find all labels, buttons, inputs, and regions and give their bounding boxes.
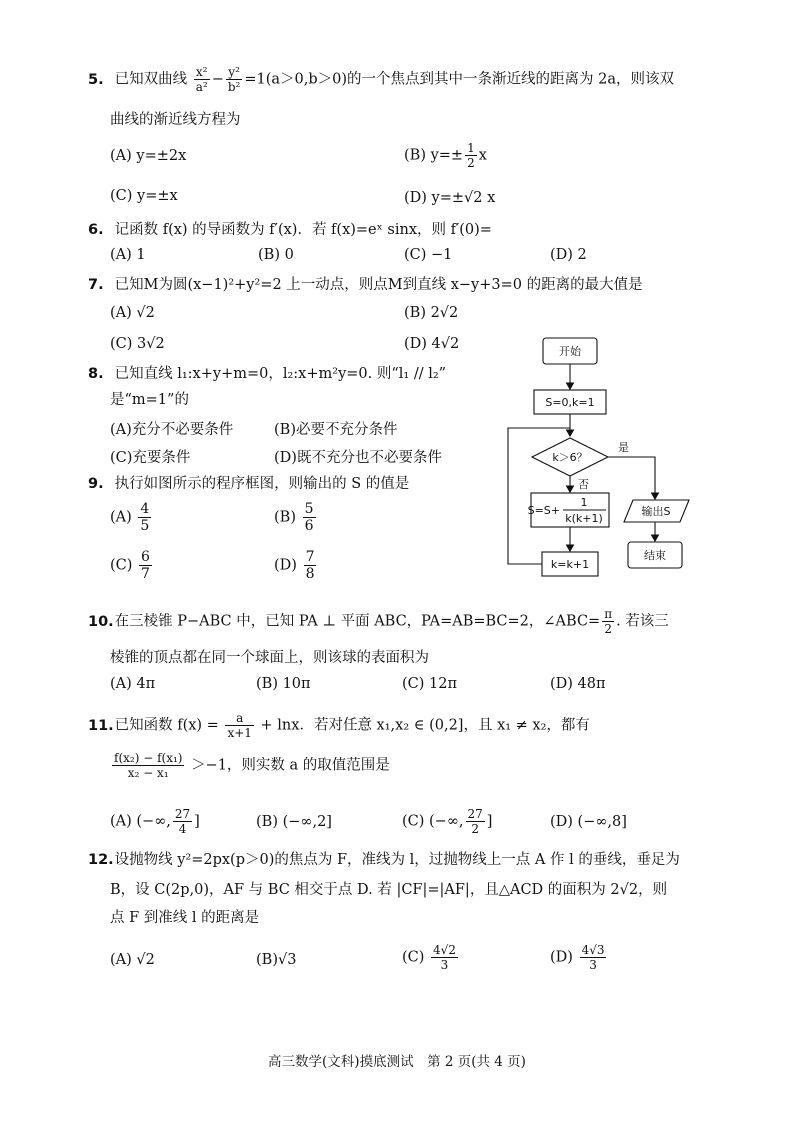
init-label: S=0,k=1	[545, 396, 595, 409]
option-b: (B) (−∞,2]	[256, 814, 332, 830]
options-row	[110, 305, 700, 331]
fraction: $\frac{\text{x²}}{\text{a²}}$	[195, 65, 208, 94]
question-text: 在三棱锥 P−ABC 中，已知 PA ⊥ 平面 ABC，PA=AB=BC=2，∠ABC=	[114, 613, 601, 630]
question-text: 设抛物线 y²=2px(p＞0)的焦点为 F，准线为 l，过抛物线上一点 A 作 l 的垂线，垂足为	[114, 852, 680, 868]
option-b: (B) 0	[258, 247, 294, 263]
option-b: (B) 2√2	[404, 305, 459, 321]
question-text: B，设 C(2p,0)，AF 与 BC 相交于点 D. 若 |CF|=|AF|，且△ACD 的面积为 2√2，则	[110, 882, 668, 898]
fraction: $\frac{a}{x+1}$	[227, 711, 252, 740]
option-a: (A) 4π	[110, 676, 156, 692]
option-b: (B) $\frac{5}{6}$	[274, 501, 314, 534]
options-row	[110, 676, 700, 702]
option-d: (D) (−∞,8]	[550, 814, 627, 830]
question-text: =1(a＞0,b＞0)的一个焦点到其中一条渐近线的距离为 2a，则该双	[244, 71, 674, 88]
option-d: (D) y=±√2 x	[404, 190, 496, 206]
option-c: (C) 3√2	[110, 336, 165, 352]
option-b: (B)必要不充分条件	[274, 422, 398, 438]
option-c: (C) $\frac{6}{7}$	[110, 549, 150, 582]
question-5: 5. 已知双曲线 $\frac{\text{x²}}{\text{a²}}$ − $\frac{\text{y²}}{\text{b²}}$ =1(a＞0,b＞0)的一个焦点到其中一条渐近线的距离为 2a，则该双	[88, 65, 674, 94]
option-b: (B)√3	[256, 952, 297, 968]
question-6	[88, 220, 694, 240]
option-a: (A) √2	[110, 952, 155, 968]
program-flowchart	[500, 332, 700, 588]
question-number: 11.	[88, 717, 114, 734]
end-label: 结束	[644, 549, 666, 562]
decision-label: k＞6？	[552, 451, 588, 464]
question-8	[88, 364, 504, 384]
option-a: (A) (−∞, $\frac{27}{4}$ ]	[110, 807, 200, 836]
option-d: (D) $\frac{7}{8}$	[274, 549, 315, 582]
question-12-line3	[110, 908, 694, 928]
option-d: (D) 48π	[550, 676, 606, 692]
question-10-line2	[110, 648, 694, 668]
option-c: (C) y=±x	[110, 188, 178, 204]
question-number: 10.	[88, 613, 114, 630]
fraction: $\frac{\text{y²}}{\text{b²}}$	[227, 65, 241, 94]
question-number: 9.	[88, 476, 104, 492]
option-a: (A) y=±2x	[110, 148, 187, 164]
update-label: S=S+	[527, 504, 560, 517]
question-text: 执行如图所示的程序框图，则输出的 S 的值是	[114, 476, 410, 492]
option-d: (D) 2	[550, 247, 587, 263]
option-b: (B) 10π	[256, 676, 311, 692]
options-row	[110, 808, 700, 848]
option-a: (A) $\frac{4}{5}$	[110, 501, 150, 534]
question-text: 曲线的渐近线方程为	[110, 112, 241, 128]
output-label: 输出S	[641, 505, 671, 518]
question-text: 棱锥的顶点都在同一个球面上，则该球的表面积为	[110, 650, 429, 666]
option-b: (B) y=± $\frac{1}{2}$ x	[404, 141, 487, 170]
question-number: 7.	[88, 277, 104, 293]
option-a: (A) 1	[110, 247, 146, 263]
increment-label: k=k+1	[550, 558, 590, 571]
update-numerator: 1	[580, 496, 588, 509]
yes-label: 是	[618, 441, 629, 454]
question-text: + lnx．若对任意 x₁,x₂ ∈ (0,2]，且 x₁ ≠ x₂，都有	[260, 717, 590, 734]
yes-branch-line	[608, 457, 655, 499]
question-12	[88, 850, 700, 870]
question-text: 是“m=1”的	[110, 392, 189, 408]
option-a: (A)充分不必要条件	[110, 422, 234, 438]
question-text: 已知双曲线	[114, 71, 188, 88]
question-text: 已知函数 f(x) =	[114, 717, 219, 734]
fraction: $\frac{\text{f(x₂) − f(x₁)}}{\text{x₂ − x₁}}$	[114, 751, 183, 780]
question-number: 5.	[88, 71, 104, 88]
question-9	[88, 474, 494, 494]
question-10	[88, 608, 700, 635]
question-text: . 若该三	[616, 613, 669, 630]
update-denominator: k(k+1)	[565, 512, 603, 525]
question-number: 6.	[88, 222, 104, 238]
question-text: 记函数 f(x) 的导函数为 f′(x)．若 f(x)=eˣ sinx，则 f′(0)=	[114, 222, 492, 238]
question-text: ＞−1，则实数 a 的取值范围是	[191, 757, 390, 774]
option-c: (C) $\frac{4√2}{3}$	[402, 943, 456, 972]
options-row	[110, 141, 700, 174]
page-footer: 高三数学(文科)摸底测试 第 2 页(共 4 页)	[268, 1054, 526, 1070]
question-5-line2	[110, 110, 694, 130]
option-c: (C)充要条件	[110, 450, 191, 466]
options-row	[110, 247, 700, 273]
question-11	[88, 712, 700, 739]
no-label: 否	[578, 478, 589, 491]
option-d: (D) 4√2	[404, 336, 460, 352]
option-c: (C) (−∞, $\frac{27}{2}$ ]	[402, 807, 493, 836]
option-d: (D)既不充分也不必要条件	[274, 450, 442, 466]
option-d: (D) $\frac{4√3}{3}$	[550, 943, 605, 972]
option-c: (C) −1	[404, 247, 453, 263]
question-text: 已知直线 l₁:x+y+m=0，l₂:x+m²y=0. 则“l₁ // l₂”	[114, 366, 447, 382]
question-12-line2	[110, 880, 700, 900]
question-11-line2	[110, 752, 694, 779]
question-number: 8.	[88, 366, 104, 382]
question-text: 已知M为圆(x−1)²+y²=2 上一动点，则点M到直线 x−y+3=0 的距离的最大值是	[114, 277, 643, 293]
question-text: 点 F 到准线 l 的距离是	[110, 910, 260, 926]
options-row	[110, 188, 700, 214]
question-number: 12.	[88, 852, 114, 868]
fraction: $\frac{\pi}{2}$	[604, 607, 613, 636]
options-row	[110, 944, 700, 984]
option-c: (C) 12π	[402, 676, 457, 692]
start-label: 开始	[559, 345, 581, 358]
question-7	[88, 275, 704, 295]
option-a: (A) √2	[110, 305, 155, 321]
